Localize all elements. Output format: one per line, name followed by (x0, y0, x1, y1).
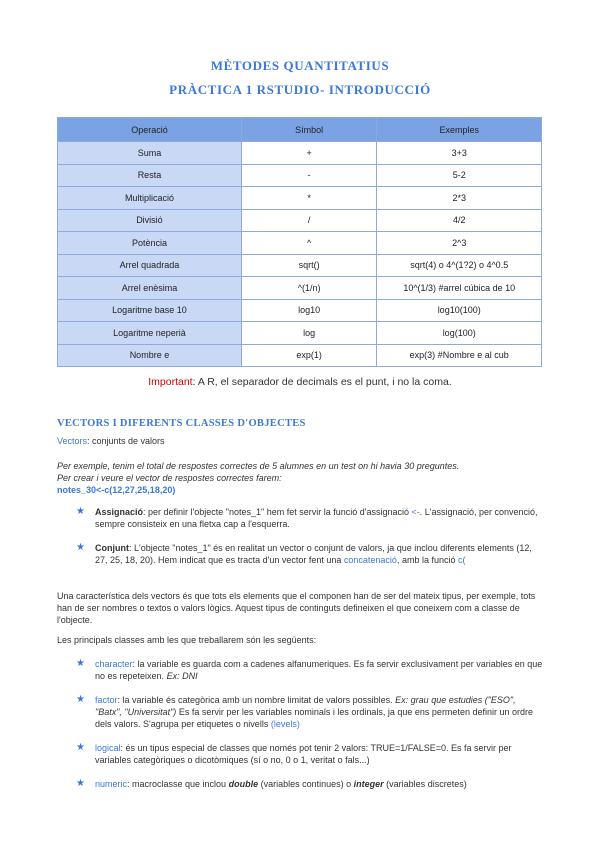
characteristic-paragraph: Una característica dels vectors és que tots els elements que el componen han de ser del mateix tipus, per exemple, tots han de ser nombres o textos o valors lògics. Aquest tipus de continguts defineixen el que coneixem com a classe de l'objecte. (57, 591, 536, 625)
cell-example: 4/2 (377, 209, 542, 232)
cell-example: 2^3 (377, 232, 542, 255)
table-row (58, 232, 542, 255)
star-bullet-icon: ★ (76, 742, 85, 753)
table-row (58, 344, 542, 367)
header-exemples: Exemples (377, 118, 542, 142)
table-row (58, 322, 542, 345)
cell-operation: Arrel enèsima (58, 277, 242, 300)
class-numeric (95, 778, 543, 790)
conjunt-text: : L'objecte "notes_1" és en realitat un vector o conjunt de valors, ja que inclou diferents elements (12, 27, 25, 18, 20). Hem indicat que es tracta d'un vector fent una (95, 543, 532, 565)
conjunt-text-2: , amb la funció (396, 555, 456, 565)
code-example: notes_30<-c(12,27,25,18,20) (57, 485, 176, 495)
cell-symbol: log10 (241, 299, 377, 322)
important-text: : A R, el separador de decimals es el punt, i no la coma. (192, 376, 452, 388)
numeric-text: : macroclasse que inclou (127, 779, 227, 789)
header-simbol: Símbol (241, 118, 377, 142)
factor-example: Ex: grau que estudies ("ESO", "Batx", "Universitat") (95, 695, 516, 717)
cell-symbol: ^ (241, 232, 377, 255)
cell-symbol: / (241, 209, 377, 232)
logical-text: : és un tipus especial de classes que només pot tenir 2 valors: TRUE=1/FALSE=0. Es fa servir per variables categòriques o dicotòmiques (sí o no, 0 o 1, veritat o fals...) (95, 743, 512, 765)
cell-example: exp(3) #Nombre e al cub (377, 344, 542, 367)
concatenacio-link[interactable]: concatenació (343, 555, 397, 565)
assignacio-text-2: . L'assignació, per convenció, sempre consisteix en una fletxa cap a l'esquerra. (95, 507, 538, 529)
cell-operation: Logaritme base 10 (58, 299, 242, 322)
table-row (58, 142, 542, 165)
cell-operation: Suma (58, 142, 242, 165)
cell-symbol: sqrt() (241, 254, 377, 277)
assignacio-text: : per definir l'objecte "notes_1" hem fet servir la funció d'assignació (143, 507, 409, 517)
character-example: Ex: DNI (166, 671, 198, 681)
numeric-text-3: (variables discretes) (383, 779, 467, 789)
header-operacio: Operació (58, 118, 242, 142)
table-row (58, 277, 542, 300)
cell-operation: Logaritme neperià (58, 322, 242, 345)
cell-symbol: log (241, 322, 377, 345)
bullet-assignacio (95, 506, 543, 530)
table-row (58, 187, 542, 210)
cell-symbol: ^(1/n) (241, 277, 377, 300)
factor-text-2: Es fa servir per les variables nominals i les ordinals, ja que ens permeten definir un ordre dels valors. S'agrupa per etiquetes o nivells (95, 707, 533, 729)
numeric-label: numeric (95, 779, 128, 789)
factor-levels: (levels) (270, 719, 300, 729)
assignacio-operator: <- (411, 507, 420, 517)
example-line-2: Per crear i veure el vector de respostes correctes farem: (57, 473, 282, 483)
cell-operation: Nombre e (58, 344, 242, 367)
star-bullet-icon: ★ (76, 778, 85, 789)
cell-symbol: exp(1) (241, 344, 377, 367)
cell-symbol: * (241, 187, 377, 210)
class-character (95, 658, 543, 682)
cell-example: 3+3 (377, 142, 542, 165)
cell-symbol: + (241, 142, 377, 165)
vectors-text: : conjunts de valors (87, 436, 165, 446)
factor-label: factor (95, 695, 118, 705)
cell-operation: Resta (58, 164, 242, 187)
cell-operation: Divisió (58, 209, 242, 232)
cell-example: 5-2 (377, 164, 542, 187)
document-subtitle: PRÀCTICA 1 RSTUDIO- INTRODUCCIÓ (169, 82, 431, 97)
assignacio-label: Assignació (95, 507, 144, 517)
table-header-row (58, 118, 542, 142)
vectors-definition (57, 435, 543, 447)
vectors-label: Vectors (57, 436, 88, 446)
example-line-1: Per exemple, tenim el total de respostes correctes de 5 alumnes en un test on hi havia 30 preguntes. (57, 461, 460, 471)
cell-example: log10(100) (377, 299, 542, 322)
cell-example: log(100) (377, 322, 542, 345)
star-bullet-icon: ★ (76, 506, 85, 517)
c-function: c( (457, 555, 466, 565)
numeric-double: double (228, 779, 259, 789)
bullet-conjunt (95, 542, 543, 566)
classes-intro: Les principals classes amb les que treballarem són les següents: (57, 635, 317, 645)
cell-example: sqrt(4) o 4^(1?2) o 4^0.5 (377, 254, 542, 277)
character-label: character (95, 659, 133, 669)
document-title: MÈTODES QUANTITATIUS (210, 58, 390, 73)
cell-operation: Arrel quadrada (58, 254, 242, 277)
cell-symbol: - (241, 164, 377, 187)
numeric-integer: integer (353, 779, 384, 789)
character-text: : la variable es guarda com a cadenes alfanumeriques. Es fa servir exclusivament per variables en que no es repeteixen. (95, 659, 543, 681)
table-row (58, 254, 542, 277)
cell-example: 2*3 (377, 187, 542, 210)
cell-operation: Multiplicació (58, 187, 242, 210)
conjunt-label: Conjunt (95, 543, 129, 553)
important-note (0, 376, 600, 388)
cell-operation: Potència (58, 232, 242, 255)
numeric-text-2: (variables continues) o (258, 779, 352, 789)
operations-table (57, 117, 542, 367)
star-bullet-icon: ★ (76, 694, 85, 705)
cell-example: 10^(1/3) #arrel cúbica de 10 (377, 277, 542, 300)
table-row (58, 299, 542, 322)
section-title: VECTORS I DIFERENTS CLASSES D'OBJECTES (57, 418, 306, 429)
factor-text: : la variable és categòrica amb un nombre limitat de valors possibles. (117, 695, 393, 705)
important-label: Important (148, 376, 193, 388)
star-bullet-icon: ★ (76, 542, 85, 553)
class-factor (95, 694, 543, 730)
logical-label: logical (95, 743, 121, 753)
table-row (58, 209, 542, 232)
star-bullet-icon: ★ (76, 658, 85, 669)
table-row (58, 164, 542, 187)
class-logical (95, 742, 543, 766)
